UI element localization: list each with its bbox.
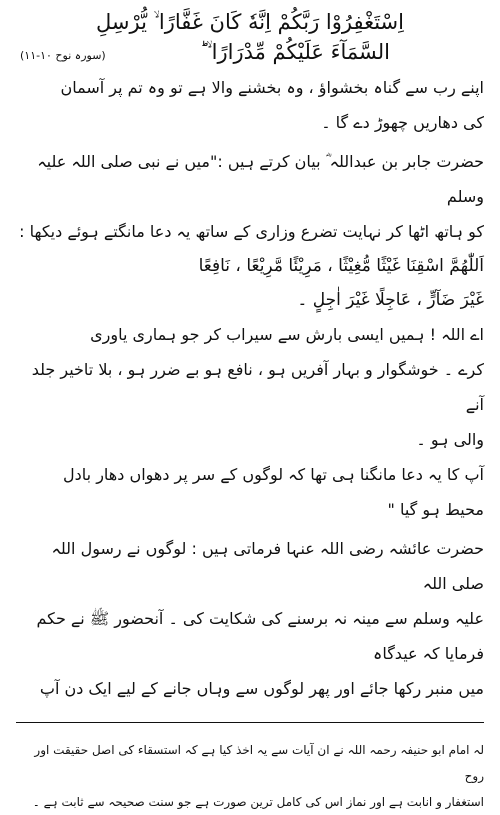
jabir-line-1: حضرت جابر بن عبداللہ ؓ بیان کرتے ہیں :"میں نے نبی صلی اللہ علیہ وسلم (37, 152, 484, 206)
dua-meaning-line-1: اے اللہ ! ہمیں ایسی بارش سے سیراب کر جو ہماری یاوری (90, 325, 484, 344)
dua-meaning-line-2: کرے ۔ خوشگوار و بہار آفریں ہو ، نافع ہو بے ضرر ہو ، بلا تاخیر جلد آنے (31, 360, 484, 414)
dua-meaning-line-3: والی ہو ۔ (416, 430, 484, 449)
verse-reference: (سورہ نوح ۱۰-۱۱) (20, 49, 106, 62)
jabir-line-2: کو ہاتھ اٹھا کر نہایت تضرع وزاری کے ساتھ یہ دعا مانگتے ہوئے دیکھا : (19, 222, 484, 241)
result-line-1: آپ کا یہ دعا مانگنا ہی تھا کہ لوگوں کے سر پر دھواں دھار بادل (63, 465, 484, 484)
footnote-divider (16, 722, 484, 723)
aisha-hadith (16, 531, 484, 706)
dua-line-2: غَيْرَ ضَآرٍّ ، عَاجِلًا غَيْرَ اٰجِلٍ ۔ (297, 290, 484, 310)
dua-line-1: اَللّٰهُمَّ اسْقِنَا غَيْثًا مُّغِيْثًا ، مَرِيْئًا مَّرِيْعًا ، نَافِعًا (198, 256, 484, 276)
footnote-line-1: لہ امام ابو حنیفہ رحمہ اللہ نے ان آیات سے یہ اخذ کیا ہے کہ استسقاء کی اصل حقیقت اور روح (34, 743, 484, 783)
aisha-line-2: علیہ وسلم سے مینہ نہ برسنے کی شکایت کی ۔ آنحضور ﷺ نے حکم فرمایا کہ عیدگاہ (36, 609, 484, 663)
aisha-line-1: حضرت عائشہ رضی اللہ عنہا فرماتی ہیں : لوگوں نے رسول اللہ صلی اللہ (51, 539, 484, 593)
footnote-line-2: استغفار و انابت ہے اور نماز اس کی کامل ترین صورت ہے جو سنت صحیحہ سے ثابت ہے ۔ (32, 795, 484, 809)
translation-line-2: کی دھاریں چھوڑ دے گا ۔ (321, 113, 484, 132)
jabir-hadith (16, 144, 484, 527)
translation-paragraph (16, 70, 484, 140)
translation-line-1: اپنے رب سے گناہ بخشواؤ ، وہ بخشنے والا ہے تو وہ تم پر آسمان (60, 78, 484, 97)
result-line-2: محیط ہو گیا " (387, 500, 484, 519)
quran-verse-line-2: السَّمَآءَ عَلَيْكُمْ مِّدْرَارًا ۙ ؕ (199, 40, 390, 64)
quran-verse-line-1: اِسْتَغْفِرُوْا رَبَّكُمْ اِنَّهٗ كَانَ غَفَّارًا ۙ يُّرْسِلِ (96, 10, 404, 34)
quran-verse-row-2 (16, 38, 484, 66)
footnote (16, 737, 484, 815)
aisha-line-3: میں منبر رکھا جائے اور پھر لوگوں سے وہاں جانے کے لیے ایک دن آپ (39, 679, 484, 698)
